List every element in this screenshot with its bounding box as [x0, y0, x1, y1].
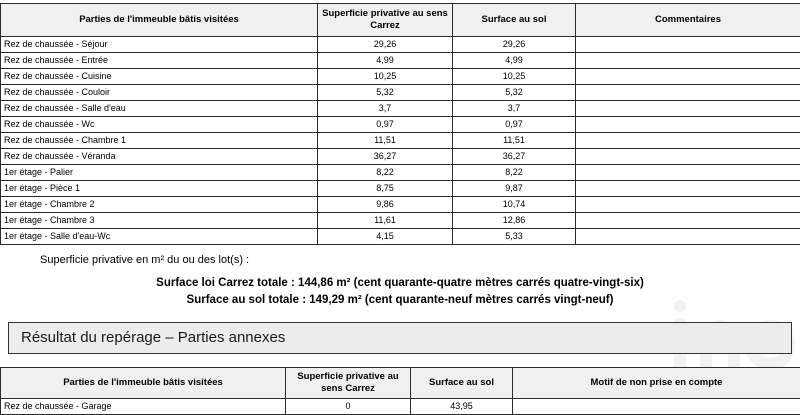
cell-commentaire	[576, 85, 800, 101]
totals-lines	[40, 275, 800, 308]
table-row	[1, 133, 800, 149]
cell-commentaire	[576, 181, 800, 197]
cell-carrez: 4,99	[318, 53, 453, 69]
cell-carrez: 9,86	[318, 197, 453, 213]
column-header-carrez: Superficie privative au sens Carrez	[318, 4, 453, 37]
table-header-row	[1, 4, 800, 37]
table-row	[1, 229, 800, 245]
cell-surface-au-sol: 8,22	[453, 165, 576, 181]
total-carrez-line: Surface loi Carrez totale : 144,86 m² (cent quarante-quatre mètres carrés quatre-vingt-six)	[40, 275, 760, 292]
cell-carrez: 11,51	[318, 133, 453, 149]
cell-partie: Rez de chaussée - Cuisine	[1, 69, 318, 85]
totals-intro: Superficie privative en m² du ou des lot(s) :	[40, 254, 800, 266]
table-row	[1, 53, 800, 69]
cell-commentaire	[576, 149, 800, 165]
column-header-partie: Parties de l'immeuble bâtis visitées	[1, 368, 286, 399]
table-row	[1, 165, 800, 181]
cell-carrez: 0,97	[318, 117, 453, 133]
cell-partie: Rez de chaussée - Séjour	[1, 37, 318, 53]
cell-partie: 1er étage - Pièce 1	[1, 181, 318, 197]
cell-motif	[513, 399, 800, 415]
cell-surface-au-sol: 0,97	[453, 117, 576, 133]
section-heading-annexes: Résultat du repérage – Parties annexes	[8, 322, 792, 354]
cell-partie: Rez de chaussée - Wc	[1, 117, 318, 133]
cell-commentaire	[576, 37, 800, 53]
cell-partie: 1er étage - Chambre 3	[1, 213, 318, 229]
table-row	[1, 181, 800, 197]
cell-commentaire	[576, 197, 800, 213]
column-header-sol: Surface au sol	[411, 368, 513, 399]
cell-carrez: 8,75	[318, 181, 453, 197]
totals-block	[0, 254, 800, 308]
table-row	[1, 117, 800, 133]
cell-surface-au-sol: 10,25	[453, 69, 576, 85]
table-row	[1, 37, 800, 53]
cell-surface-au-sol: 5,33	[453, 229, 576, 245]
cell-carrez: 10,25	[318, 69, 453, 85]
cell-commentaire	[576, 229, 800, 245]
column-header-commentaires: Commentaires	[576, 4, 800, 37]
cell-carrez: 11,61	[318, 213, 453, 229]
surfaces-table	[0, 3, 800, 245]
table-row	[1, 101, 800, 117]
cell-carrez: 4,15	[318, 229, 453, 245]
column-header-sol: Surface au sol	[453, 4, 576, 37]
cell-surface-au-sol: 3,7	[453, 101, 576, 117]
cell-carrez: 5,32	[318, 85, 453, 101]
cell-partie: 1er étage - Palier	[1, 165, 318, 181]
cell-partie: Rez de chaussée - Chambre 1	[1, 133, 318, 149]
total-sol-line: Surface au sol totale : 149,29 m² (cent quarante-neuf mètres carrés vingt-neuf)	[40, 292, 760, 309]
cell-surface-au-sol: 29,26	[453, 37, 576, 53]
cell-partie: 1er étage - Chambre 2	[1, 197, 318, 213]
cell-commentaire	[576, 101, 800, 117]
cell-surface-au-sol: 12,86	[453, 213, 576, 229]
column-header-carrez: Superficie privative au sens Carrez	[286, 368, 411, 399]
cell-carrez: 8,22	[318, 165, 453, 181]
cell-commentaire	[576, 117, 800, 133]
cell-surface-au-sol: 10,74	[453, 197, 576, 213]
cell-carrez: 36,27	[318, 149, 453, 165]
cell-partie: Rez de chaussée - Véranda	[1, 149, 318, 165]
cell-commentaire	[576, 165, 800, 181]
cell-surface-au-sol: 5,32	[453, 85, 576, 101]
table-row	[1, 69, 800, 85]
cell-carrez: 29,26	[318, 37, 453, 53]
cell-partie: Rez de chaussée - Entrée	[1, 53, 318, 69]
cell-surface-au-sol: 43,95	[411, 399, 513, 415]
cell-carrez: 3,7	[318, 101, 453, 117]
column-header-motif: Motif de non prise en compte	[513, 368, 800, 399]
cell-commentaire	[576, 53, 800, 69]
cell-surface-au-sol: 9,87	[453, 181, 576, 197]
cell-commentaire	[576, 133, 800, 149]
cell-partie: 1er étage - Salle d'eau-Wc	[1, 229, 318, 245]
table-row	[1, 213, 800, 229]
table-header-row	[1, 368, 800, 399]
cell-partie: Rez de chaussée - Couloir	[1, 85, 318, 101]
cell-surface-au-sol: 4,99	[453, 53, 576, 69]
cell-surface-au-sol: 36,27	[453, 149, 576, 165]
cell-surface-au-sol: 11,51	[453, 133, 576, 149]
table-row	[1, 399, 800, 415]
cell-commentaire	[576, 213, 800, 229]
cell-partie: Rez de chaussée - Salle d'eau	[1, 101, 318, 117]
column-header-partie: Parties de l'immeuble bâtis visitées	[1, 4, 318, 37]
table-row	[1, 197, 800, 213]
table-row	[1, 149, 800, 165]
cell-commentaire	[576, 69, 800, 85]
cell-carrez: 0	[286, 399, 411, 415]
table-row	[1, 85, 800, 101]
cell-partie: Rez de chaussée - Garage	[1, 399, 286, 415]
